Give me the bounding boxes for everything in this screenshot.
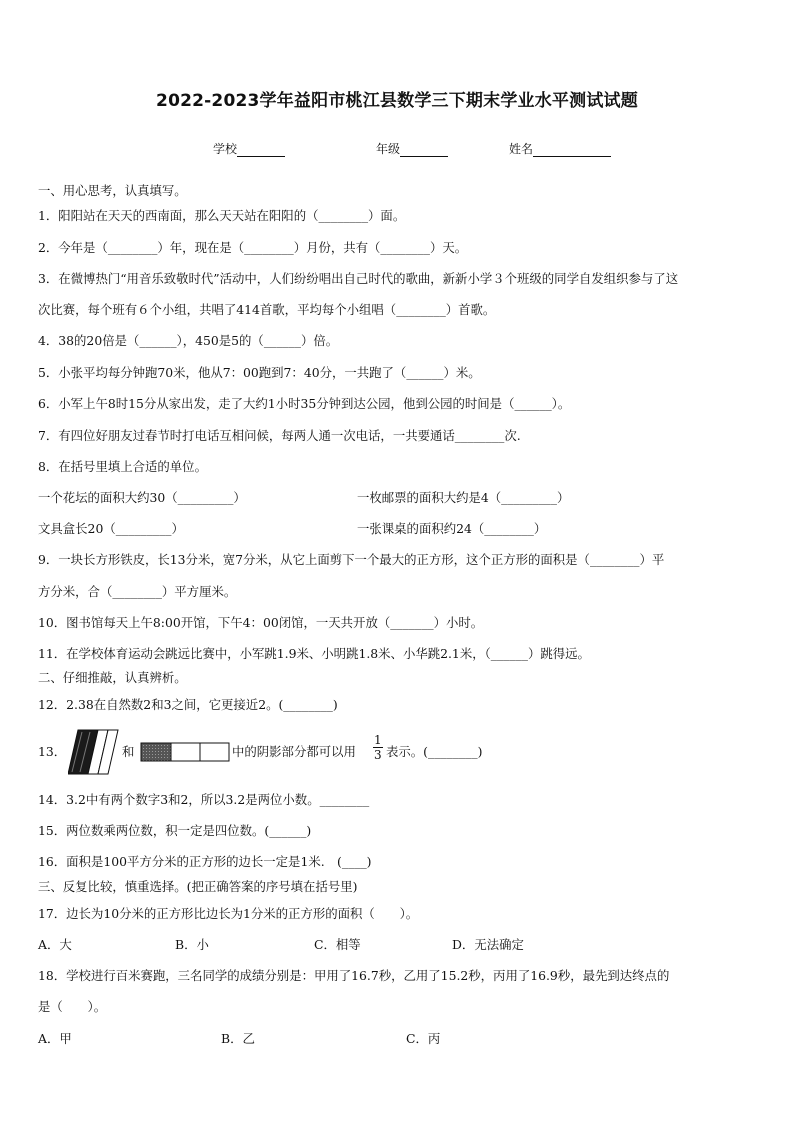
question-13-text: [232, 744, 356, 760]
question-17-option-b[interactable]: B．小: [175, 937, 209, 952]
question-11: 11．在学校体育运动会跳远比赛中，小军跳1.9米、小明跳1.8米、小华跳2.1米，（______）跳得远。: [38, 646, 590, 661]
question-2: 2．今年是（________）年，现在是（________）月份，共有（________）天。: [38, 240, 468, 255]
school-field: [213, 140, 285, 157]
question-13-and: 和: [122, 744, 135, 759]
school-blank[interactable]: [237, 144, 285, 157]
question-13-middle: 中的阴影部分都可以用: [232, 744, 356, 759]
question-17-option-c[interactable]: C．相等: [314, 937, 361, 952]
fraction-denominator: 3: [374, 748, 382, 762]
name-field: [509, 140, 611, 157]
question-9-line-2: 方分米，合（________）平方厘米。: [38, 584, 237, 599]
rectangle-bar-figure: [140, 742, 230, 762]
question-13-number: 13．: [38, 744, 67, 759]
question-3-line-2: 次比赛，每个班有６个小组，共唱了414首歌，平均每个小组唱（________）首歌。: [38, 302, 496, 317]
rectangle-part-2: [171, 743, 200, 761]
section-2-heading: 二、仔细推敲，认真辨析。: [38, 670, 187, 685]
one-third-fraction: [371, 733, 385, 762]
grade-blank[interactable]: [400, 144, 448, 157]
question-18-option-b[interactable]: B．乙: [221, 1031, 255, 1046]
question-15: 15．两位数乘两位数，积一定是四位数。(______): [38, 823, 312, 838]
school-label: 学校: [213, 142, 238, 156]
question-8-item-c: 文具盒长20（_________）: [38, 521, 184, 536]
question-14: 14．3.2中有两个数字3和2，所以3.2是两位小数。________: [38, 792, 370, 807]
question-16: 16．面积是100平方分米的正方形的边长一定是1米. (____): [38, 854, 372, 869]
section-1-heading: 一、用心思考，认真填写。: [38, 183, 187, 198]
rectangle-part-3: [200, 743, 229, 761]
question-8-item-b: 一枚邮票的面积大约是4（_________）: [357, 490, 570, 505]
question-8-item-d: 一张课桌的面积约24（________）: [357, 521, 547, 536]
question-9-line-1: 9．一块长方形铁皮，长13分米，宽7分米，从它上面剪下一个最大的正方形，这个正方形的面积是（________）平: [38, 552, 665, 567]
question-5: 5．小张平均每分钟跑70米，他从7：00跑到7：40分，一共跑了（______）米。: [38, 365, 481, 380]
question-12: 12．2.38在自然数2和3之间，它更接近2。(________): [38, 697, 338, 712]
question-18-line-1: 18．学校进行百米赛跑，三名同学的成绩分别是：甲用了16.7秒，乙用了15.2秒，丙用了16.9秒，最先到达终点的: [38, 968, 670, 983]
fraction-numerator: 1: [374, 733, 382, 747]
question-18-option-c[interactable]: C．丙: [406, 1031, 441, 1046]
grade-label: 年级: [376, 142, 401, 156]
question-8-item-a: 一个花坛的面积大约30（_________）: [38, 490, 246, 505]
question-8: 8．在括号里填上合适的单位。: [38, 459, 207, 474]
question-10: 10．图书馆每天上午8:00开馆，下午4：00闭馆，一天共开放（_______）小时。: [38, 615, 484, 630]
question-1: 1．阳阳站在天天的西南面，那么天天站在阳阳的（________）面。: [38, 208, 406, 223]
section-3-heading: 三、反复比较，慎重选择。(把正确答案的序号填在括号里): [38, 879, 358, 894]
page-title: 2022-2023学年益阳市桃江县数学三下期末学业水平测试试题: [156, 91, 638, 111]
name-blank[interactable]: [533, 144, 611, 157]
question-13-tail: 表示。(________): [386, 744, 483, 759]
question-3-line-1: 3．在微博热门“用音乐致敬时代”活动中，人们纷纷唱出自己时代的歌曲，新新小学３个班级的同学自发组织参与了这: [38, 271, 679, 286]
question-17-option-a[interactable]: A．大: [38, 937, 72, 952]
question-17-option-d[interactable]: D．无法确定: [452, 937, 524, 952]
question-6: 6．小军上午8时15分从家出发，走了大约1小时35分钟到达公园，他到公园的时间是（______）。: [38, 396, 571, 411]
question-17: 17．边长为10分米的正方形比边长为1分米的正方形的面积（ ）。: [38, 906, 419, 921]
rectangle-shaded-part: [141, 743, 171, 761]
name-label: 姓名: [509, 142, 534, 156]
grade-field: [376, 140, 448, 157]
question-7: 7．有四位好朋友过春节时打电话互相问候，每两人通一次电话，一共要通话________次.: [38, 428, 521, 443]
question-4: 4．38的20倍是（______），450是5的（______）倍。: [38, 333, 339, 348]
question-18-option-a[interactable]: A．甲: [38, 1031, 72, 1046]
question-18-line-2: 是（ ）。: [38, 999, 107, 1014]
parallelogram-figure: [68, 728, 126, 776]
